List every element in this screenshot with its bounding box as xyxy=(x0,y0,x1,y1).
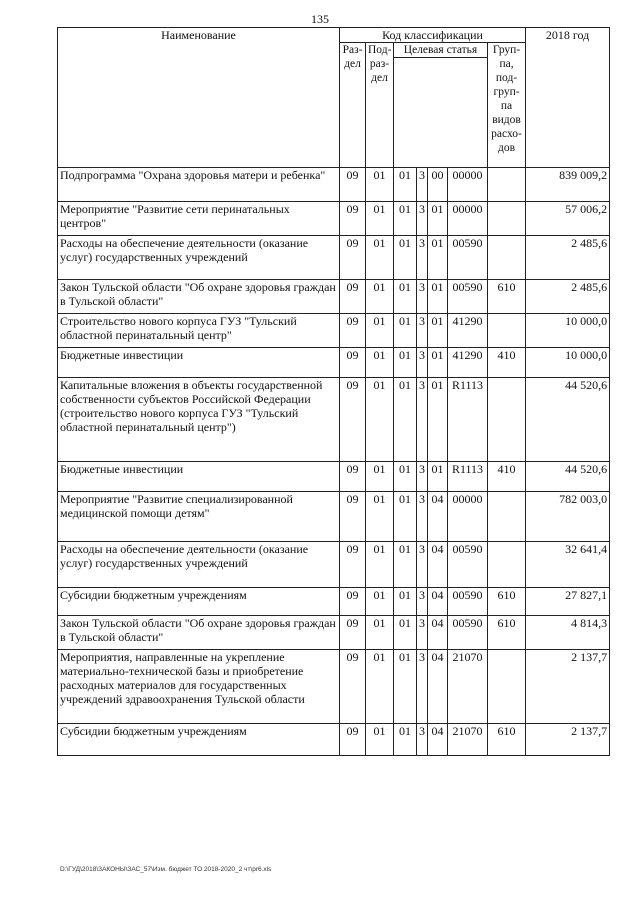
table-row xyxy=(58,542,610,588)
row-amount: 10 000,0 xyxy=(526,314,610,348)
header-name: Наименование xyxy=(58,28,340,168)
row-expense-group: 610 xyxy=(488,280,526,314)
row-name: Мероприятие "Развитие сети перинатальных центров" xyxy=(58,202,340,236)
row-subsection: 01 xyxy=(366,236,394,280)
row-expense-group: 610 xyxy=(488,724,526,756)
row-name: Бюджетные инвестиции xyxy=(58,348,340,378)
row-target-event: 04 xyxy=(428,616,448,650)
header-expense-group: Груп- па, под- груп- па видов расхо- дов xyxy=(488,43,526,168)
table-header xyxy=(58,28,610,168)
row-target-subprogram: 3 xyxy=(417,202,428,236)
row-section: 09 xyxy=(340,348,366,378)
row-expense-group xyxy=(488,236,526,280)
row-name: Субсидии бюджетным учреждениям xyxy=(58,724,340,756)
header-year: 2018 год xyxy=(526,28,610,168)
row-section: 09 xyxy=(340,542,366,588)
row-subsection: 01 xyxy=(366,348,394,378)
row-target-event: 04 xyxy=(428,542,448,588)
row-target-event: 01 xyxy=(428,280,448,314)
row-target-program: 01 xyxy=(394,588,417,616)
row-name: Закон Тульской области "Об охране здоровья граждан в Тульской области" xyxy=(58,616,340,650)
row-target-subprogram: 3 xyxy=(417,724,428,756)
row-amount: 44 520,6 xyxy=(526,462,610,492)
row-expense-group xyxy=(488,492,526,542)
row-expense-group: 610 xyxy=(488,588,526,616)
row-target-program: 01 xyxy=(394,202,417,236)
row-amount: 32 641,4 xyxy=(526,542,610,588)
row-amount: 57 006,2 xyxy=(526,202,610,236)
row-section: 09 xyxy=(340,314,366,348)
row-amount: 44 520,6 xyxy=(526,378,610,462)
table-row xyxy=(58,314,610,348)
row-subsection: 01 xyxy=(366,724,394,756)
row-name: Строительство нового корпуса ГУЗ "Тульский областной перинатальный центр" xyxy=(58,314,340,348)
row-target-program: 01 xyxy=(394,378,417,462)
row-target-direction: 00590 xyxy=(448,616,488,650)
header-target-article-space xyxy=(394,58,488,168)
row-target-direction: R1113 xyxy=(448,378,488,462)
row-target-direction: R1113 xyxy=(448,462,488,492)
row-subsection: 01 xyxy=(366,378,394,462)
row-section: 09 xyxy=(340,202,366,236)
row-section: 09 xyxy=(340,236,366,280)
row-expense-group xyxy=(488,202,526,236)
header-subsection: Под- раз- дел xyxy=(366,43,394,168)
row-target-program: 01 xyxy=(394,724,417,756)
row-section: 09 xyxy=(340,492,366,542)
row-target-event: 01 xyxy=(428,378,448,462)
row-section: 09 xyxy=(340,378,366,462)
row-section: 09 xyxy=(340,588,366,616)
row-target-event: 04 xyxy=(428,492,448,542)
row-expense-group: 410 xyxy=(488,348,526,378)
row-target-direction: 00000 xyxy=(448,202,488,236)
row-name: Расходы на обеспечение деятельности (оказание услуг) государственных учреждений xyxy=(58,542,340,588)
file-path-footer: D:\ГУД\2018\ЗАКОНЫ\ЗАС_57\Изм. бюджет ТО 2018-2020_2 чт\pr6.xls xyxy=(60,866,272,873)
row-target-subprogram: 3 xyxy=(417,378,428,462)
row-target-subprogram: 3 xyxy=(417,236,428,280)
row-expense-group: 610 xyxy=(488,616,526,650)
row-amount: 839 009,2 xyxy=(526,168,610,202)
row-target-event: 01 xyxy=(428,236,448,280)
row-target-direction: 00590 xyxy=(448,236,488,280)
row-name: Субсидии бюджетным учреждениям xyxy=(58,588,340,616)
table-row xyxy=(58,650,610,724)
row-target-event: 01 xyxy=(428,314,448,348)
row-amount: 4 814,3 xyxy=(526,616,610,650)
row-subsection: 01 xyxy=(366,588,394,616)
row-target-program: 01 xyxy=(394,616,417,650)
row-target-subprogram: 3 xyxy=(417,168,428,202)
row-name: Подпрограмма "Охрана здоровья матери и ребенка" xyxy=(58,168,340,202)
row-subsection: 01 xyxy=(366,650,394,724)
table-row xyxy=(58,202,610,236)
row-subsection: 01 xyxy=(366,168,394,202)
row-target-program: 01 xyxy=(394,492,417,542)
budget-table xyxy=(57,27,610,756)
row-section: 09 xyxy=(340,168,366,202)
row-target-direction: 00590 xyxy=(448,588,488,616)
row-subsection: 01 xyxy=(366,202,394,236)
row-target-program: 01 xyxy=(394,650,417,724)
table-row xyxy=(58,724,610,756)
row-section: 09 xyxy=(340,280,366,314)
header-target-article: Целевая статья xyxy=(394,43,488,58)
row-expense-group xyxy=(488,378,526,462)
row-target-direction: 00590 xyxy=(448,280,488,314)
row-subsection: 01 xyxy=(366,280,394,314)
row-target-subprogram: 3 xyxy=(417,462,428,492)
table-row xyxy=(58,588,610,616)
row-target-direction: 21070 xyxy=(448,724,488,756)
row-target-event: 04 xyxy=(428,724,448,756)
table-row xyxy=(58,616,610,650)
row-section: 09 xyxy=(340,650,366,724)
row-target-event: 01 xyxy=(428,462,448,492)
row-target-program: 01 xyxy=(394,280,417,314)
row-target-subprogram: 3 xyxy=(417,588,428,616)
row-target-direction: 00000 xyxy=(448,492,488,542)
row-subsection: 01 xyxy=(366,462,394,492)
row-target-event: 00 xyxy=(428,168,448,202)
row-subsection: 01 xyxy=(366,492,394,542)
row-target-direction: 41290 xyxy=(448,314,488,348)
row-target-subprogram: 3 xyxy=(417,314,428,348)
header-classification-code: Код классификации xyxy=(340,28,526,43)
row-subsection: 01 xyxy=(366,616,394,650)
row-expense-group xyxy=(488,650,526,724)
row-amount: 2 485,6 xyxy=(526,236,610,280)
row-expense-group xyxy=(488,542,526,588)
table-row xyxy=(58,168,610,202)
table-row xyxy=(58,280,610,314)
header-section: Раз- дел xyxy=(340,43,366,168)
row-expense-group: 410 xyxy=(488,462,526,492)
row-amount: 782 003,0 xyxy=(526,492,610,542)
row-amount: 2 137,7 xyxy=(526,724,610,756)
row-expense-group xyxy=(488,168,526,202)
row-name: Бюджетные инвестиции xyxy=(58,462,340,492)
row-target-program: 01 xyxy=(394,542,417,588)
row-name: Капитальные вложения в объекты государственной собственности субъектов Российской Федерации (строительство нового корпуса ГУЗ "Тульский областной перинатальный центр") xyxy=(58,378,340,462)
table-row xyxy=(58,492,610,542)
row-name: Мероприятия, направленные на укрепление материально-технической базы и приобретение расходных материалов для государственных учреждений здравоохранения Тульской области xyxy=(58,650,340,724)
row-section: 09 xyxy=(340,616,366,650)
row-name: Закон Тульской области "Об охране здоровья граждан в Тульской области" xyxy=(58,280,340,314)
row-name: Расходы на обеспечение деятельности (оказание услуг) государственных учреждений xyxy=(58,236,340,280)
row-target-direction: 41290 xyxy=(448,348,488,378)
row-target-direction: 00000 xyxy=(448,168,488,202)
row-target-event: 04 xyxy=(428,650,448,724)
row-subsection: 01 xyxy=(366,314,394,348)
row-amount: 2 137,7 xyxy=(526,650,610,724)
row-target-subprogram: 3 xyxy=(417,542,428,588)
row-amount: 10 000,0 xyxy=(526,348,610,378)
row-amount: 27 827,1 xyxy=(526,588,610,616)
row-target-subprogram: 3 xyxy=(417,650,428,724)
row-subsection: 01 xyxy=(366,542,394,588)
table-row xyxy=(58,462,610,492)
table-row xyxy=(58,236,610,280)
table-row xyxy=(58,348,610,378)
row-target-program: 01 xyxy=(394,168,417,202)
row-target-program: 01 xyxy=(394,314,417,348)
row-target-event: 01 xyxy=(428,348,448,378)
row-target-program: 01 xyxy=(394,462,417,492)
row-target-program: 01 xyxy=(394,348,417,378)
row-target-subprogram: 3 xyxy=(417,348,428,378)
row-target-subprogram: 3 xyxy=(417,280,428,314)
row-target-direction: 21070 xyxy=(448,650,488,724)
table-row xyxy=(58,378,610,462)
row-target-event: 04 xyxy=(428,588,448,616)
row-section: 09 xyxy=(340,724,366,756)
table-body xyxy=(58,168,610,756)
row-section: 09 xyxy=(340,462,366,492)
page-number: 135 xyxy=(311,12,329,26)
row-expense-group xyxy=(488,314,526,348)
row-name: Мероприятие "Развитие специализированной медицинской помощи детям" xyxy=(58,492,340,542)
row-target-direction: 00590 xyxy=(448,542,488,588)
row-target-subprogram: 3 xyxy=(417,616,428,650)
row-amount: 2 485,6 xyxy=(526,280,610,314)
row-target-event: 01 xyxy=(428,202,448,236)
row-target-subprogram: 3 xyxy=(417,492,428,542)
row-target-program: 01 xyxy=(394,236,417,280)
